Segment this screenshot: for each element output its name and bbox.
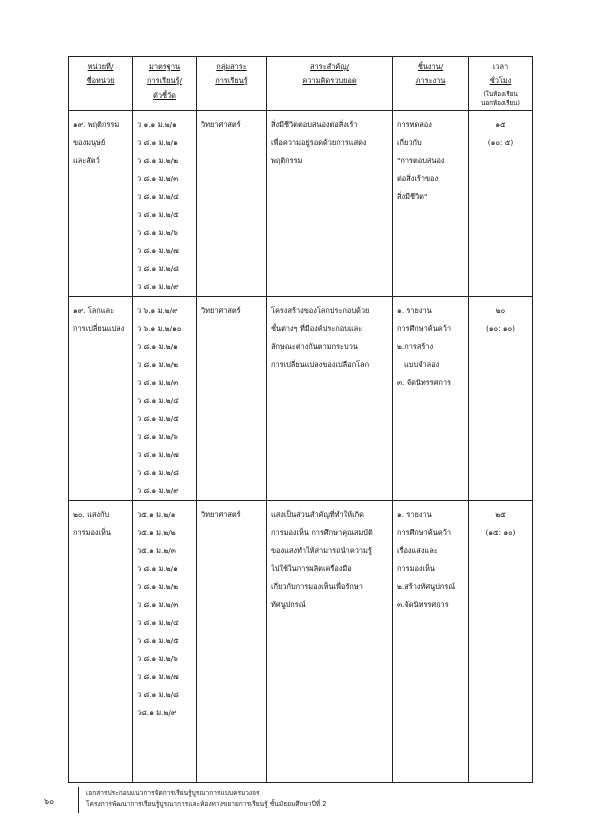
task-text: ๒.การสร้าง <box>397 342 434 352</box>
content-text: ชั้นต่างๆ ที่มีองค์ประกอบและ <box>271 324 363 334</box>
task-text: ๓. จัดนิทรรศการ <box>397 378 452 388</box>
standard-code: ว ๘.๑ ม.๒/๗ <box>137 450 179 460</box>
header-text: หน่วยที่/ <box>87 62 114 71</box>
content-cell <box>267 297 393 501</box>
header-row <box>69 57 533 111</box>
unit-text: ๒๐. แสงกับ <box>73 510 110 520</box>
standard-code: ว๕.๑ ม.๒/๓ <box>137 546 176 556</box>
standard-code: ว ๘.๑ ม.๒/๖ <box>137 654 178 664</box>
content-cell <box>267 501 393 783</box>
header-text: สาระสำคัญ/ <box>310 62 349 71</box>
standard-code: ว ๘.๑ ม.๒/๑ <box>137 564 178 574</box>
subject-cell <box>197 501 267 783</box>
curriculum-table <box>68 56 533 783</box>
standard-code: ว ๘.๑ ม.๒/๗ <box>137 672 179 682</box>
standard-code: ว๘.๑ ม.๒/๙ <box>137 708 177 718</box>
table-row <box>69 297 533 501</box>
standard-code: ว ๘.๑ ม.๒/๓ <box>137 600 179 610</box>
standard-code: ว ๘.๑ ม.๒/๒ <box>137 582 179 592</box>
hours-split: (๑๕: ๑๐) <box>485 528 516 538</box>
task-text: ๑. รายงาน <box>397 510 432 520</box>
task-text: ต่อสิ่งเร้าของ <box>397 174 439 184</box>
standard-code: ว ๘.๑ ม.๒/๙ <box>137 486 179 496</box>
table-row <box>69 111 533 297</box>
standard-code: ว ๑.๑ ม.๒/๑ <box>137 120 177 130</box>
task-cell <box>393 111 469 297</box>
header-text: กลุ่มสาระ <box>216 62 247 71</box>
content-text: โครงสร้างของโลกประกอบด้วย <box>271 306 370 316</box>
standards-cell <box>133 297 197 501</box>
header-text: ภาระงาน <box>415 76 446 86</box>
content-text: การมองเห็น การศึกษาคุณสมบัติ <box>271 528 373 538</box>
content-text: สิ่งมีชีวิตตอบสนองต่อสิ่งเร้า <box>271 120 358 130</box>
unit-cell <box>69 297 133 501</box>
header-content <box>267 57 393 111</box>
standard-code: ว ๘.๑ ม.๒/๘ <box>137 690 179 700</box>
standard-code: ว ๘.๑ ม.๒/๒ <box>137 360 179 370</box>
header-text: นอกห้องเรียน) <box>481 100 520 108</box>
content-text: ไปใช้ในการผลิตเครื่องมือ <box>271 564 352 574</box>
task-cell <box>393 297 469 501</box>
header-text: ความคิดรวบยอด <box>302 76 357 86</box>
standard-code: ว ๘.๑ ม.๒/๒ <box>137 156 179 166</box>
header-task <box>393 57 469 111</box>
standard-code: ว ๘.๑ ม.๒/๖ <box>137 432 178 442</box>
header-unit <box>69 57 133 111</box>
standard-code: ว ๘.๑ ม.๒/๖ <box>137 228 178 238</box>
unit-text: ของมนุษย์ <box>73 138 106 148</box>
subject-cell <box>197 111 267 297</box>
standard-code: ว ๘.๑ ม.๒/๗ <box>137 246 179 256</box>
task-text: การศึกษาค้นคว้า <box>397 528 452 538</box>
content-text: พฤติกรรม <box>271 156 303 166</box>
standard-code: ว ๘.๑ ม.๒/๕ <box>137 210 179 220</box>
content-text: การเปลี่ยนแปลงของเปลือกโลก <box>271 360 370 370</box>
table-row <box>69 501 533 783</box>
standard-code: ว ๘.๑ ม.๒/๓ <box>137 378 179 388</box>
footer-caption <box>86 788 326 810</box>
footer-line-2: โครงการพัฒนาการเรียนรู้บูรณาการและห้องทางขยายการเรียนรู้ ชั้นมัธยมศึกษาปีที่ 2 <box>86 800 327 808</box>
standard-code: ว ๘.๑ ม.๒/๕ <box>137 414 179 424</box>
footer-line-1: เอกสารประกอบแนวการจัดการเรียนรู้บูรณาการแบบครบวงจร <box>86 789 260 797</box>
standard-code: ว ๖.๑ ม.๒/๙ <box>137 306 178 316</box>
standard-code: ว๕.๑ ม.๒/๑ <box>137 510 176 520</box>
task-text: การศึกษาค้นคว้า <box>397 324 452 334</box>
standard-code: ว ๘.๑ ม.๒/๔ <box>137 396 179 406</box>
task-text: ๒.สร้างทัศนูปกรณ์ <box>397 582 456 592</box>
unit-text: ๑๙. โลกและ <box>73 306 115 316</box>
standard-code: ว ๘.๑ ม.๒/๑ <box>137 342 178 352</box>
task-text: การมองเห็น <box>397 564 435 574</box>
hours-split: (๑๐: ๑๐) <box>485 324 515 334</box>
standard-code: ว ๘.๑ ม.๒/๘ <box>137 468 179 478</box>
hours-cell <box>469 111 533 297</box>
standard-code: ว ๖.๑ ม.๒/๑๐ <box>137 324 182 334</box>
task-text: เกี่ยวกับ <box>397 138 422 148</box>
content-cell <box>267 111 393 297</box>
header-time <box>469 57 533 111</box>
unit-text: ๑๙. พฤติกรรม <box>73 120 120 130</box>
footer-divider <box>78 787 79 813</box>
header-text: ตัวชี้วัด <box>153 90 176 100</box>
hours-total: ๑๕ <box>495 120 506 130</box>
unit-cell <box>69 501 133 783</box>
task-text: แบบจำลอง <box>397 360 440 370</box>
unit-text: และสัตว์ <box>73 156 100 166</box>
standard-code: ว ๘.๑ ม.๒/๔ <box>137 618 179 628</box>
unit-text: การมองเห็น <box>73 528 111 538</box>
header-text: เวลา <box>492 62 509 71</box>
standard-code: ว๕.๑ ม.๒/๒ <box>137 528 176 538</box>
header-text: ชั่วโมง <box>489 76 512 86</box>
subject-text: วิทยาศาสตร์ <box>201 120 241 130</box>
standard-code: ว ๘.๑ ม.๒/๕ <box>137 636 179 646</box>
subject-cell <box>197 297 267 501</box>
content-text: ของแสงทำให้สามารถนำความรู้ <box>271 546 372 556</box>
standard-code: ว ๘.๑ ม.๒/๑ <box>137 138 178 148</box>
header-text: ชิ้นงาน/ <box>417 62 444 71</box>
standards-cell <box>133 501 197 783</box>
header-subject-group <box>197 57 267 111</box>
task-text: เรื่องแสงและ <box>397 546 438 556</box>
subject-text: วิทยาศาสตร์ <box>201 510 241 520</box>
task-text: ๑. รายงาน <box>397 306 432 316</box>
task-text: การทดลอง <box>397 120 432 130</box>
hours-cell <box>469 297 533 501</box>
standard-code: ว ๘.๑ ม.๒/๓ <box>137 174 179 184</box>
header-standard <box>133 57 197 111</box>
header-text: การเรียนรู้ <box>215 76 248 86</box>
standards-cell <box>133 111 197 297</box>
content-text: เกี่ยวกับการมองเห็นเพื่อรักษา <box>271 582 363 592</box>
task-text: สิ่งมีชีวิต" <box>397 192 428 202</box>
hours-cell <box>469 501 533 783</box>
task-text: ๓.จัดนิทรรศการ <box>397 600 449 610</box>
content-text: แสงเป็นส่วนสำคัญที่ทำให้เกิด <box>271 510 364 520</box>
unit-text: การเปลี่ยนแปลง <box>73 324 125 334</box>
header-text: ชื่อหน่วย <box>86 76 115 86</box>
subject-text: วิทยาศาสตร์ <box>201 306 241 316</box>
task-text: "การตอบสนอง <box>397 156 445 166</box>
content-text: ทัศนูปกรณ์ <box>271 600 306 610</box>
standard-code: ว ๘.๑ ม.๒/๔ <box>137 192 179 202</box>
content-text: เพื่อความอยู่รอดด้วยการแสดง <box>271 138 367 148</box>
standard-code: ว ๘.๑ ม.๒/๘ <box>137 264 179 274</box>
task-cell <box>393 501 469 783</box>
header-text: มาตรฐาน <box>148 62 181 71</box>
hours-total: ๒๕ <box>495 510 506 520</box>
content-text: ลักษณะต่างกันตามกระบวน <box>271 342 358 352</box>
page-number: ๖๐ <box>44 797 54 806</box>
standard-code: ว ๘.๑ ม.๒/๙ <box>137 282 179 292</box>
hours-total: ๒๐ <box>495 306 506 316</box>
hours-split: (๑๐: ๕) <box>487 138 514 148</box>
header-text: (ในห้องเรียน <box>483 90 518 98</box>
header-text: การเรียนรู้/ <box>147 76 182 86</box>
unit-cell <box>69 111 133 297</box>
